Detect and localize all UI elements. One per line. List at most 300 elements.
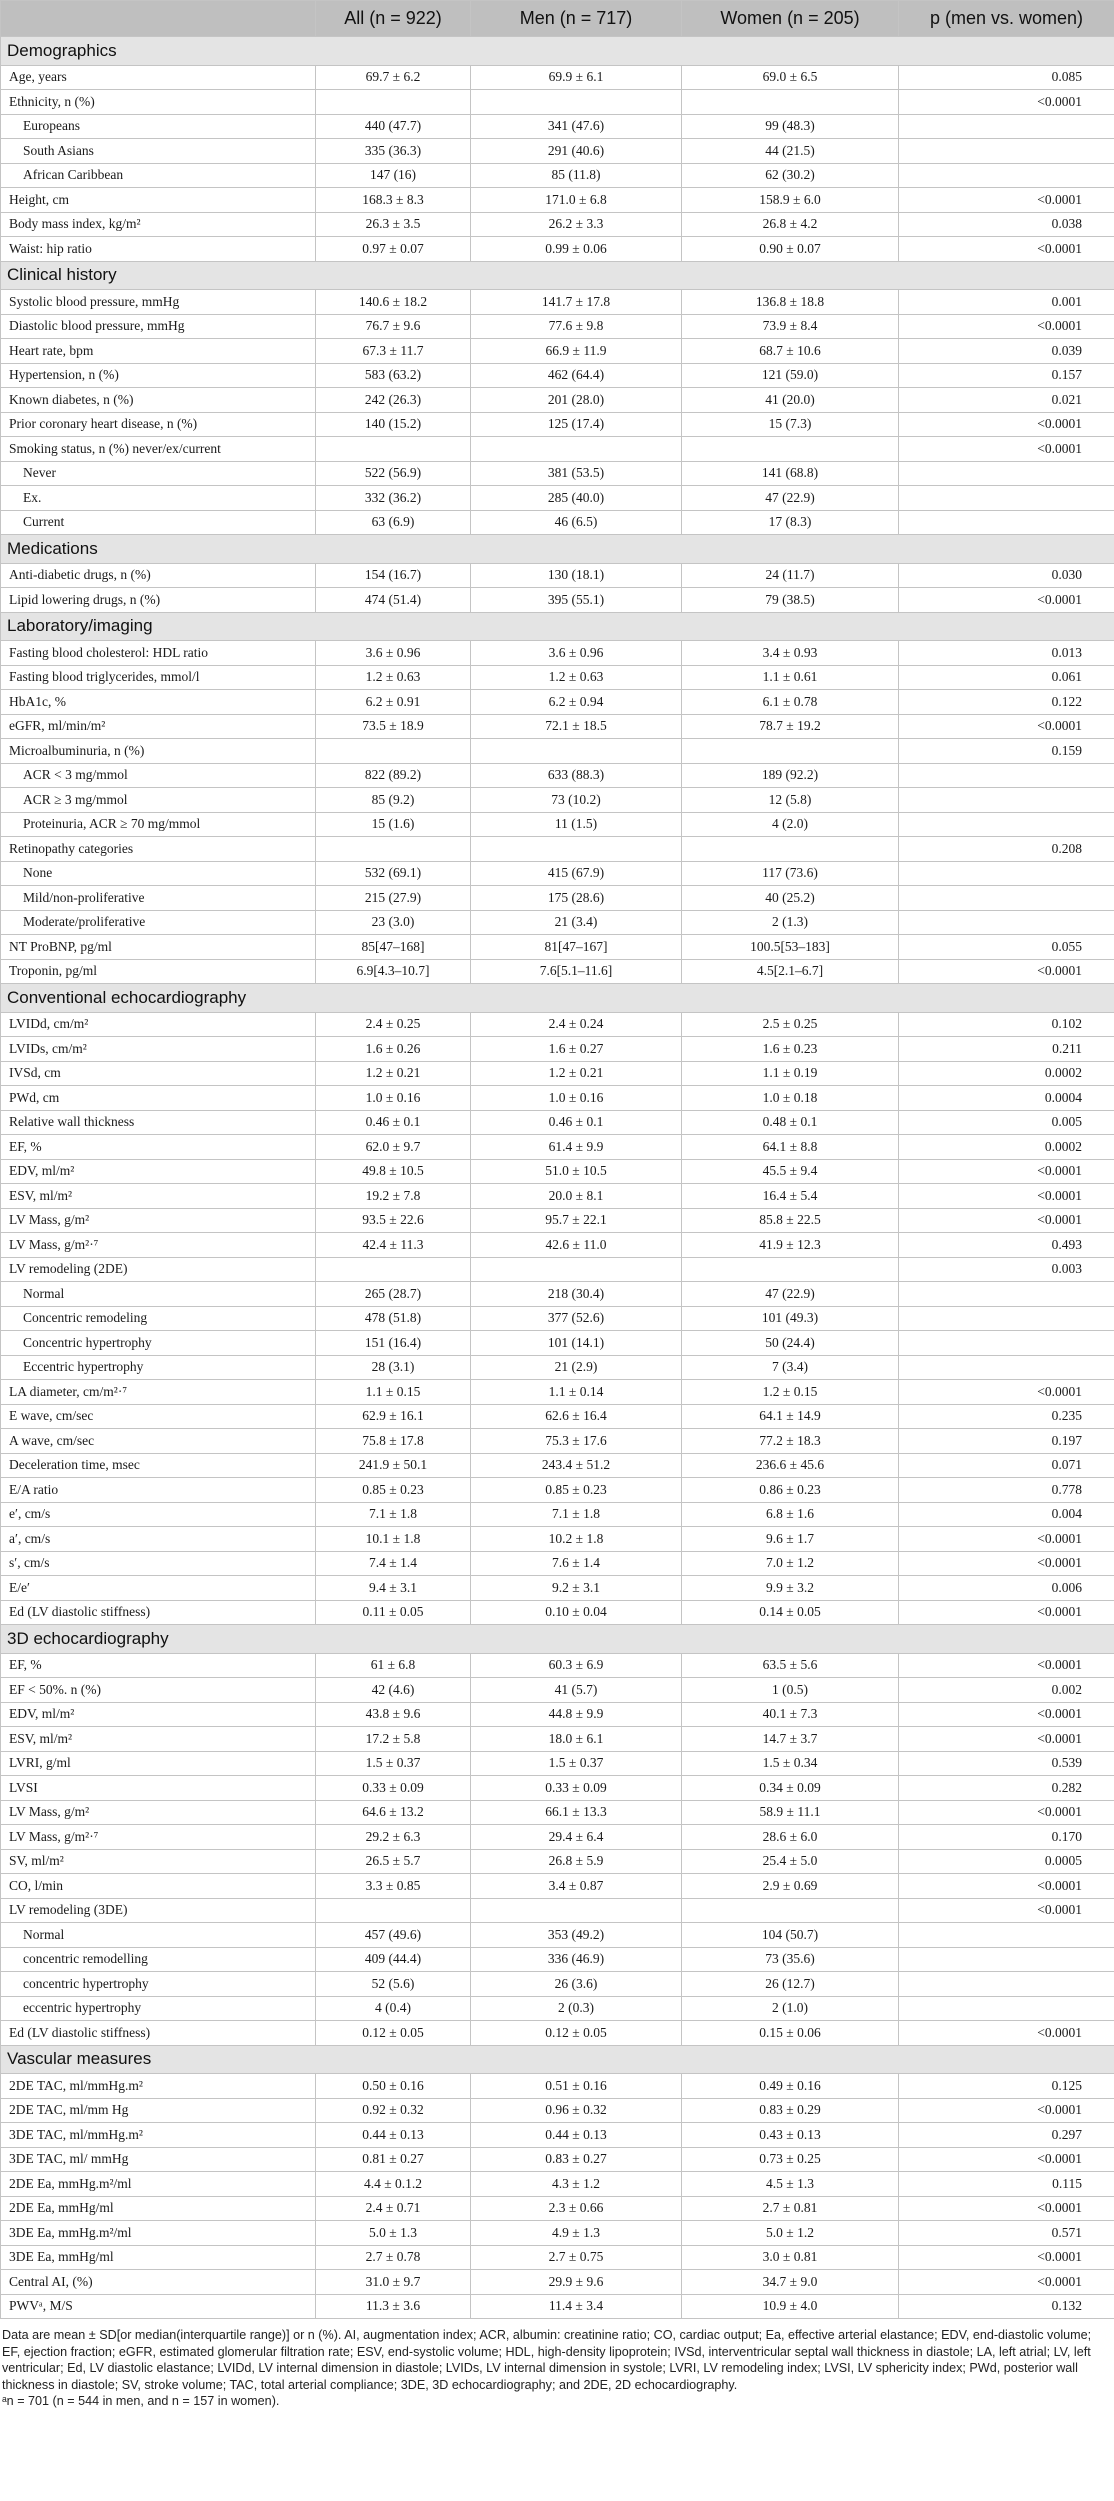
cell-women: 2.9 ± 0.69 <box>682 1874 899 1899</box>
cell-women: 236.6 ± 45.6 <box>682 1453 899 1478</box>
table-row <box>1 314 1114 339</box>
cell-all: 583 (63.2) <box>316 363 471 388</box>
table-row <box>1 812 1114 837</box>
cell-men: 46 (6.5) <box>471 510 682 535</box>
cell-p-value: <0.0001 <box>899 1208 1114 1233</box>
table-row <box>1 2123 1114 2148</box>
row-label: E wave, cm/sec <box>1 1404 316 1429</box>
cell-p-value <box>899 886 1114 911</box>
section-row <box>1 1625 1114 1654</box>
cell-men: 0.96 ± 0.32 <box>471 2098 682 2123</box>
row-label: Body mass index, kg/m² <box>1 212 316 237</box>
cell-men: 0.85 ± 0.23 <box>471 1478 682 1503</box>
cell-women: 1.0 ± 0.18 <box>682 1086 899 1111</box>
cell-women: 73 (35.6) <box>682 1947 899 1972</box>
cell-p-value <box>899 510 1114 535</box>
row-label: Central AI, (%) <box>1 2270 316 2295</box>
row-label: Prior coronary heart disease, n (%) <box>1 412 316 437</box>
row-label: LVIDd, cm/m² <box>1 1012 316 1037</box>
cell-all: 147 (16) <box>316 163 471 188</box>
cell-men: 60.3 ± 6.9 <box>471 1653 682 1678</box>
cell-women: 0.49 ± 0.16 <box>682 2074 899 2099</box>
row-label: LV remodeling (2DE) <box>1 1257 316 1282</box>
cell-p-value: <0.0001 <box>899 1800 1114 1825</box>
table-row <box>1 886 1114 911</box>
cell-women: 1.1 ± 0.61 <box>682 665 899 690</box>
cell-p-value: <0.0001 <box>899 2245 1114 2270</box>
cell-men: 1.6 ± 0.27 <box>471 1037 682 1062</box>
cell-women: 0.34 ± 0.09 <box>682 1776 899 1801</box>
row-label: Lipid lowering drugs, n (%) <box>1 588 316 613</box>
cell-all: 440 (47.7) <box>316 114 471 139</box>
row-label: Systolic blood pressure, mmHg <box>1 290 316 315</box>
cell-p-value: <0.0001 <box>899 2270 1114 2295</box>
cell-all <box>316 837 471 862</box>
cell-all: 1.5 ± 0.37 <box>316 1751 471 1776</box>
cell-women: 14.7 ± 3.7 <box>682 1727 899 1752</box>
cell-p-value: <0.0001 <box>899 1527 1114 1552</box>
cell-all: 0.85 ± 0.23 <box>316 1478 471 1503</box>
cell-all: 2.4 ± 0.25 <box>316 1012 471 1037</box>
cell-men: 285 (40.0) <box>471 486 682 511</box>
cell-women: 6.1 ± 0.78 <box>682 690 899 715</box>
cell-men <box>471 1257 682 1282</box>
row-label: LV Mass, g/m²·⁷ <box>1 1233 316 1258</box>
row-label: E/e′ <box>1 1576 316 1601</box>
cell-all: 1.2 ± 0.21 <box>316 1061 471 1086</box>
cell-all: 85[47–168] <box>316 935 471 960</box>
cell-all: 42 (4.6) <box>316 1678 471 1703</box>
table-row <box>1 788 1114 813</box>
table-row <box>1 2196 1114 2221</box>
table-row <box>1 163 1114 188</box>
cell-p-value: 0.493 <box>899 1233 1114 1258</box>
table-row <box>1 837 1114 862</box>
cell-p-value: <0.0001 <box>899 188 1114 213</box>
table-row <box>1 1751 1114 1776</box>
row-label: eccentric hypertrophy <box>1 1996 316 2021</box>
section-title: Conventional echocardiography <box>1 984 1114 1013</box>
cell-all <box>316 739 471 764</box>
section-title: 3D echocardiography <box>1 1625 1114 1654</box>
cell-p-value <box>899 861 1114 886</box>
cell-p-value: <0.0001 <box>899 1159 1114 1184</box>
cell-women: 2.7 ± 0.81 <box>682 2196 899 2221</box>
table-row <box>1 437 1114 462</box>
cell-women: 1 (0.5) <box>682 1678 899 1703</box>
section-row <box>1 37 1114 66</box>
cell-p-value: <0.0001 <box>899 2021 1114 2046</box>
row-label: 3DE Ea, mmHg.m²/ml <box>1 2221 316 2246</box>
row-label: ESV, ml/m² <box>1 1184 316 1209</box>
section-title: Laboratory/imaging <box>1 612 1114 641</box>
cell-men: 336 (46.9) <box>471 1947 682 1972</box>
cell-men: 341 (47.6) <box>471 114 682 139</box>
cell-all: 474 (51.4) <box>316 588 471 613</box>
row-label: Ex. <box>1 486 316 511</box>
cell-men: 26.2 ± 3.3 <box>471 212 682 237</box>
cell-p-value <box>899 763 1114 788</box>
cell-p-value: 0.170 <box>899 1825 1114 1850</box>
cell-p-value: <0.0001 <box>899 1874 1114 1899</box>
cell-p-value <box>899 114 1114 139</box>
row-label: Ed (LV diastolic stiffness) <box>1 2021 316 2046</box>
table-row <box>1 641 1114 666</box>
cell-men: 72.1 ± 18.5 <box>471 714 682 739</box>
section-row <box>1 2045 1114 2074</box>
cell-p-value: 0.0004 <box>899 1086 1114 1111</box>
cell-women: 34.7 ± 9.0 <box>682 2270 899 2295</box>
cell-all: 64.6 ± 13.2 <box>316 1800 471 1825</box>
cell-men: 201 (28.0) <box>471 388 682 413</box>
cell-p-value: 0.539 <box>899 1751 1114 1776</box>
cell-p-value: 0.004 <box>899 1502 1114 1527</box>
cell-women: 85.8 ± 22.5 <box>682 1208 899 1233</box>
cell-women: 3.0 ± 0.81 <box>682 2245 899 2270</box>
row-label: PWd, cm <box>1 1086 316 1111</box>
cell-p-value: 0.132 <box>899 2294 1114 2319</box>
row-label: EF, % <box>1 1135 316 1160</box>
cell-p-value <box>899 486 1114 511</box>
cell-all: 62.9 ± 16.1 <box>316 1404 471 1429</box>
cell-men: 21 (2.9) <box>471 1355 682 1380</box>
cell-all: 43.8 ± 9.6 <box>316 1702 471 1727</box>
cell-all: 85 (9.2) <box>316 788 471 813</box>
row-label: 2DE TAC, ml/mm Hg <box>1 2098 316 2123</box>
cell-men <box>471 1898 682 1923</box>
cell-women: 68.7 ± 10.6 <box>682 339 899 364</box>
cell-men: 0.44 ± 0.13 <box>471 2123 682 2148</box>
table-row <box>1 1110 1114 1135</box>
row-label: eGFR, ml/min/m² <box>1 714 316 739</box>
table-row <box>1 959 1114 984</box>
cell-men: 415 (67.9) <box>471 861 682 886</box>
row-label: Eccentric hypertrophy <box>1 1355 316 1380</box>
cell-women: 99 (48.3) <box>682 114 899 139</box>
table-row <box>1 1653 1114 1678</box>
cell-all: 265 (28.7) <box>316 1282 471 1307</box>
row-label: EDV, ml/m² <box>1 1702 316 1727</box>
cell-p-value: 0.0002 <box>899 1135 1114 1160</box>
table-row <box>1 910 1114 935</box>
table-row <box>1 714 1114 739</box>
cell-men: 141.7 ± 17.8 <box>471 290 682 315</box>
cell-p-value: 0.102 <box>899 1012 1114 1037</box>
cell-women: 44 (21.5) <box>682 139 899 164</box>
cell-men: 44.8 ± 9.9 <box>471 1702 682 1727</box>
table-row <box>1 1576 1114 1601</box>
table-row <box>1 1012 1114 1037</box>
cell-men: 75.3 ± 17.6 <box>471 1429 682 1454</box>
table-row <box>1 1135 1114 1160</box>
cell-women: 77.2 ± 18.3 <box>682 1429 899 1454</box>
cell-women: 0.73 ± 0.25 <box>682 2147 899 2172</box>
table-row <box>1 212 1114 237</box>
cell-p-value <box>899 1282 1114 1307</box>
cell-all <box>316 90 471 115</box>
cell-women: 0.86 ± 0.23 <box>682 1478 899 1503</box>
cell-p-value: 0.0002 <box>899 1061 1114 1086</box>
cell-men: 1.1 ± 0.14 <box>471 1380 682 1405</box>
cell-p-value <box>899 1355 1114 1380</box>
cell-women: 7.0 ± 1.2 <box>682 1551 899 1576</box>
cell-women: 28.6 ± 6.0 <box>682 1825 899 1850</box>
row-label: a′, cm/s <box>1 1527 316 1552</box>
row-label: Height, cm <box>1 188 316 213</box>
cell-men: 377 (52.6) <box>471 1306 682 1331</box>
cell-p-value: <0.0001 <box>899 2196 1114 2221</box>
row-label: PWVᵃ, M/S <box>1 2294 316 2319</box>
cell-all: 241.9 ± 50.1 <box>316 1453 471 1478</box>
table-row <box>1 237 1114 262</box>
cell-p-value: <0.0001 <box>899 412 1114 437</box>
table-row <box>1 1825 1114 1850</box>
row-label: concentric hypertrophy <box>1 1972 316 1997</box>
cell-women: 78.7 ± 19.2 <box>682 714 899 739</box>
cell-p-value: 0.085 <box>899 65 1114 90</box>
cell-men: 66.9 ± 11.9 <box>471 339 682 364</box>
cell-men: 2.7 ± 0.75 <box>471 2245 682 2270</box>
cell-men: 6.2 ± 0.94 <box>471 690 682 715</box>
cell-all: 73.5 ± 18.9 <box>316 714 471 739</box>
cell-men: 291 (40.6) <box>471 139 682 164</box>
row-label: Diastolic blood pressure, mmHg <box>1 314 316 339</box>
cell-women: 47 (22.9) <box>682 486 899 511</box>
cell-men: 42.6 ± 11.0 <box>471 1233 682 1258</box>
table-row <box>1 1331 1114 1356</box>
cell-p-value: <0.0001 <box>899 1702 1114 1727</box>
cell-all: 522 (56.9) <box>316 461 471 486</box>
cell-men: 2.3 ± 0.66 <box>471 2196 682 2221</box>
cell-women: 64.1 ± 14.9 <box>682 1404 899 1429</box>
table-row <box>1 90 1114 115</box>
cell-men: 69.9 ± 6.1 <box>471 65 682 90</box>
cell-women: 0.83 ± 0.29 <box>682 2098 899 2123</box>
cell-p-value: <0.0001 <box>899 437 1114 462</box>
cell-women: 0.14 ± 0.05 <box>682 1600 899 1625</box>
cell-all: 154 (16.7) <box>316 563 471 588</box>
cell-all <box>316 1898 471 1923</box>
row-label: Waist: hip ratio <box>1 237 316 262</box>
cell-p-value: 0.003 <box>899 1257 1114 1282</box>
row-label: Heart rate, bpm <box>1 339 316 364</box>
cell-women: 5.0 ± 1.2 <box>682 2221 899 2246</box>
cell-p-value: <0.0001 <box>899 237 1114 262</box>
section-title: Demographics <box>1 37 1114 66</box>
cell-all: 69.7 ± 6.2 <box>316 65 471 90</box>
header-label <box>1 1 316 37</box>
cell-women: 79 (38.5) <box>682 588 899 613</box>
table-row <box>1 1257 1114 1282</box>
table-row <box>1 1184 1114 1209</box>
row-label: Microalbuminuria, n (%) <box>1 739 316 764</box>
cell-p-value: <0.0001 <box>899 588 1114 613</box>
cell-all: 0.97 ± 0.07 <box>316 237 471 262</box>
cell-men <box>471 837 682 862</box>
cell-men: 21 (3.4) <box>471 910 682 935</box>
cell-all: 457 (49.6) <box>316 1923 471 1948</box>
cell-p-value <box>899 812 1114 837</box>
table-row <box>1 2074 1114 2099</box>
row-label: LV Mass, g/m² <box>1 1800 316 1825</box>
row-label: A wave, cm/sec <box>1 1429 316 1454</box>
cell-p-value: 0.071 <box>899 1453 1114 1478</box>
cell-p-value: <0.0001 <box>899 1600 1114 1625</box>
cell-men: 29.9 ± 9.6 <box>471 2270 682 2295</box>
cell-all: 62.0 ± 9.7 <box>316 1135 471 1160</box>
cell-all: 19.2 ± 7.8 <box>316 1184 471 1209</box>
row-label: EF, % <box>1 1653 316 1678</box>
table-row <box>1 65 1114 90</box>
cell-all: 1.6 ± 0.26 <box>316 1037 471 1062</box>
table-row <box>1 739 1114 764</box>
cell-all: 2.7 ± 0.78 <box>316 2245 471 2270</box>
cell-men: 41 (5.7) <box>471 1678 682 1703</box>
cell-p-value <box>899 1972 1114 1997</box>
cell-all: 140 (15.2) <box>316 412 471 437</box>
cell-all: 0.92 ± 0.32 <box>316 2098 471 2123</box>
cell-men: 633 (88.3) <box>471 763 682 788</box>
cell-all: 52 (5.6) <box>316 1972 471 1997</box>
cell-all: 532 (69.1) <box>316 861 471 886</box>
table-row <box>1 486 1114 511</box>
cell-p-value: 0.159 <box>899 739 1114 764</box>
cell-men: 2 (0.3) <box>471 1996 682 2021</box>
table-row <box>1 1233 1114 1258</box>
cell-men: 4.9 ± 1.3 <box>471 2221 682 2246</box>
cell-p-value: <0.0001 <box>899 1898 1114 1923</box>
cell-women: 40.1 ± 7.3 <box>682 1702 899 1727</box>
cell-p-value: 0.571 <box>899 2221 1114 2246</box>
cell-women: 121 (59.0) <box>682 363 899 388</box>
table-row <box>1 1404 1114 1429</box>
cell-all: 63 (6.9) <box>316 510 471 535</box>
cell-all: 6.2 ± 0.91 <box>316 690 471 715</box>
row-label: E/A ratio <box>1 1478 316 1503</box>
cell-women: 7 (3.4) <box>682 1355 899 1380</box>
cell-all: 151 (16.4) <box>316 1331 471 1356</box>
row-label: Retinopathy categories <box>1 837 316 862</box>
cell-all: 26.5 ± 5.7 <box>316 1849 471 1874</box>
cell-all: 9.4 ± 3.1 <box>316 1576 471 1601</box>
cell-men: 7.6[5.1–11.6] <box>471 959 682 984</box>
cell-all: 2.4 ± 0.71 <box>316 2196 471 2221</box>
table-row <box>1 935 1114 960</box>
cell-all: 93.5 ± 22.6 <box>316 1208 471 1233</box>
cell-all: 332 (36.2) <box>316 486 471 511</box>
header-women: Women (n = 205) <box>682 1 899 37</box>
cell-p-value: 0.002 <box>899 1678 1114 1703</box>
table-row <box>1 290 1114 315</box>
cell-p-value <box>899 163 1114 188</box>
cell-women: 17 (8.3) <box>682 510 899 535</box>
cell-p-value: <0.0001 <box>899 714 1114 739</box>
table-row <box>1 339 1114 364</box>
table-row <box>1 563 1114 588</box>
table-row <box>1 763 1114 788</box>
cell-p-value: 0.115 <box>899 2172 1114 2197</box>
cell-all: 0.46 ± 0.1 <box>316 1110 471 1135</box>
cell-p-value: 0.006 <box>899 1576 1114 1601</box>
cell-p-value: 0.013 <box>899 641 1114 666</box>
cell-women: 58.9 ± 11.1 <box>682 1800 899 1825</box>
cell-men: 0.83 ± 0.27 <box>471 2147 682 2172</box>
row-label: LA diameter, cm/m²·⁷ <box>1 1380 316 1405</box>
cell-women: 100.5[53–183] <box>682 935 899 960</box>
cell-all: 42.4 ± 11.3 <box>316 1233 471 1258</box>
cell-all: 140.6 ± 18.2 <box>316 290 471 315</box>
cell-women: 15 (7.3) <box>682 412 899 437</box>
cell-men: 62.6 ± 16.4 <box>471 1404 682 1429</box>
cell-women: 12 (5.8) <box>682 788 899 813</box>
cell-all: 822 (89.2) <box>316 763 471 788</box>
table-row <box>1 1923 1114 1948</box>
table-row <box>1 1972 1114 1997</box>
cell-men: 243.4 ± 51.2 <box>471 1453 682 1478</box>
row-label: ESV, ml/m² <box>1 1727 316 1752</box>
table-row <box>1 2221 1114 2246</box>
row-label: Troponin, pg/ml <box>1 959 316 984</box>
cell-women: 2.5 ± 0.25 <box>682 1012 899 1037</box>
cell-women <box>682 437 899 462</box>
cell-men: 26 (3.6) <box>471 1972 682 1997</box>
row-label: Concentric hypertrophy <box>1 1331 316 1356</box>
cell-men: 61.4 ± 9.9 <box>471 1135 682 1160</box>
row-label: African Caribbean <box>1 163 316 188</box>
row-label: 2DE Ea, mmHg.m²/ml <box>1 2172 316 2197</box>
cell-men: 10.2 ± 1.8 <box>471 1527 682 1552</box>
cell-women: 9.6 ± 1.7 <box>682 1527 899 1552</box>
table-row <box>1 1727 1114 1752</box>
cell-p-value: <0.0001 <box>899 1380 1114 1405</box>
cell-all <box>316 1257 471 1282</box>
row-label: South Asians <box>1 139 316 164</box>
cell-all: 7.4 ± 1.4 <box>316 1551 471 1576</box>
row-label: NT ProBNP, pg/ml <box>1 935 316 960</box>
cell-men: 26.8 ± 5.9 <box>471 1849 682 1874</box>
cell-women: 0.15 ± 0.06 <box>682 2021 899 2046</box>
cell-p-value: 0.197 <box>899 1429 1114 1454</box>
cell-men: 125 (17.4) <box>471 412 682 437</box>
cell-p-value: 0.778 <box>899 1478 1114 1503</box>
cell-all: 0.12 ± 0.05 <box>316 2021 471 2046</box>
cell-women: 10.9 ± 4.0 <box>682 2294 899 2319</box>
cell-women: 40 (25.2) <box>682 886 899 911</box>
cell-women: 158.9 ± 6.0 <box>682 188 899 213</box>
cell-men: 51.0 ± 10.5 <box>471 1159 682 1184</box>
cell-all: 67.3 ± 11.7 <box>316 339 471 364</box>
row-label: HbA1c, % <box>1 690 316 715</box>
cell-women: 2 (1.3) <box>682 910 899 935</box>
table-row <box>1 1702 1114 1727</box>
cell-women: 45.5 ± 9.4 <box>682 1159 899 1184</box>
cell-p-value: 0.061 <box>899 665 1114 690</box>
row-label: Fasting blood triglycerides, mmol/l <box>1 665 316 690</box>
table-row <box>1 1380 1114 1405</box>
cell-women: 26.8 ± 4.2 <box>682 212 899 237</box>
table-footnotes <box>2 2327 1110 2410</box>
cell-all: 7.1 ± 1.8 <box>316 1502 471 1527</box>
table-row <box>1 588 1114 613</box>
cell-all: 61 ± 6.8 <box>316 1653 471 1678</box>
cell-all: 168.3 ± 8.3 <box>316 188 471 213</box>
cell-men: 81[47–167] <box>471 935 682 960</box>
cell-women: 47 (22.9) <box>682 1282 899 1307</box>
cell-p-value: 0.001 <box>899 290 1114 315</box>
table-row <box>1 1159 1114 1184</box>
row-label: Deceleration time, msec <box>1 1453 316 1478</box>
table-row <box>1 1355 1114 1380</box>
